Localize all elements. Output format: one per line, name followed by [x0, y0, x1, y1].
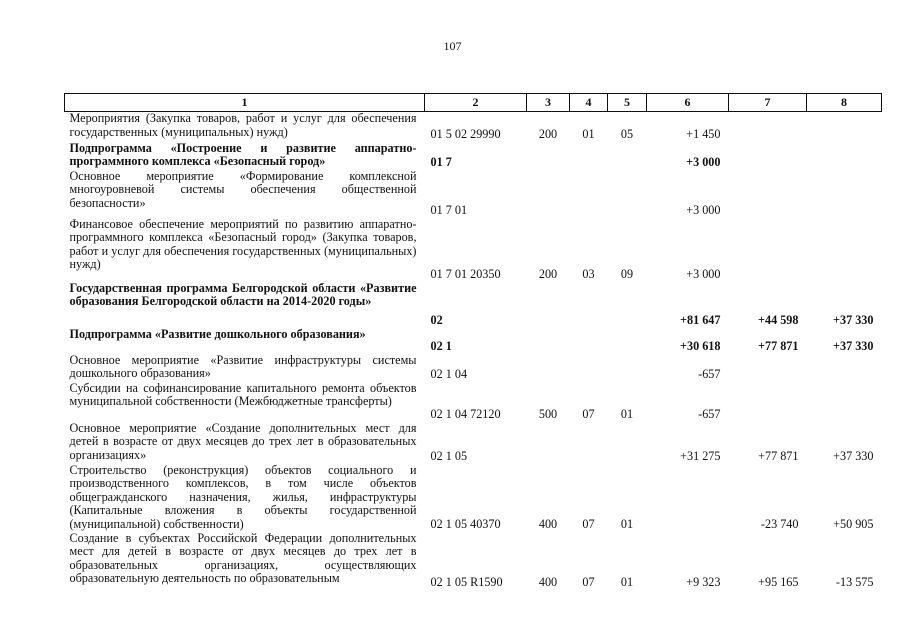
budget-table	[64, 93, 882, 590]
row-col3: 400	[538, 516, 558, 531]
row-col5: 01	[620, 574, 634, 589]
page-number: 107	[443, 39, 462, 53]
row-col7	[729, 112, 807, 142]
row-col5: 01	[620, 516, 634, 531]
row-col3: 200	[538, 126, 558, 141]
column-header: 7	[729, 94, 807, 112]
row-name: Субсидии на софинансирование капитального ремонта объектов муниципальной собственности (Межбюджетные трансферты)	[69, 380, 417, 409]
table-row	[65, 382, 882, 422]
row-col8	[807, 142, 882, 170]
row-col6: +9 323	[686, 574, 721, 589]
row-col7: +44 598	[758, 312, 799, 327]
row-col3	[527, 354, 570, 382]
table-body	[65, 112, 882, 590]
row-col7	[729, 142, 807, 170]
row-col5	[608, 422, 647, 464]
row-col3	[527, 328, 570, 354]
row-col5	[608, 282, 647, 328]
row-code: 02 1 05 R1590	[430, 574, 503, 589]
table-row	[65, 328, 882, 354]
row-col3	[527, 142, 570, 170]
row-code: 01 7	[430, 154, 452, 169]
row-col6: -657	[698, 406, 721, 421]
row-col8: +37 330	[833, 312, 874, 327]
row-col4	[570, 354, 608, 382]
row-col5	[608, 328, 647, 354]
row-code: 02 1 04	[430, 366, 468, 381]
row-code: 02 1	[430, 338, 452, 353]
row-col7	[729, 218, 807, 282]
row-code: 01 5 02 29990	[430, 126, 501, 141]
table-row	[65, 464, 882, 532]
row-col3: 200	[538, 266, 558, 281]
row-col4: 07	[582, 574, 595, 589]
row-col6: +30 618	[680, 338, 721, 353]
row-col4	[570, 170, 608, 218]
row-col6: +31 275	[680, 448, 721, 463]
row-col5: 05	[620, 126, 634, 141]
column-header: 5	[608, 94, 647, 112]
row-col3	[527, 170, 570, 218]
column-header: 8	[807, 94, 882, 112]
row-col5	[608, 170, 647, 218]
row-col8: +50 905	[833, 516, 874, 531]
row-col3	[527, 422, 570, 464]
row-col6: +3 000	[686, 266, 721, 281]
row-col4	[570, 282, 608, 328]
row-col4: 01	[582, 126, 595, 141]
row-col8	[807, 354, 882, 382]
row-name: Мероприятия (Закупка товаров, работ и услуг для обеспечения государственных (муниципальных) нужд)	[69, 111, 417, 139]
column-header: 3	[527, 94, 570, 112]
row-col6: +3 000	[686, 154, 721, 169]
row-col5	[608, 354, 647, 382]
row-code: 01 7 01	[430, 202, 468, 217]
row-col4: 07	[582, 406, 595, 421]
row-name: Основное мероприятие «Создание дополнительных мест для детей в возрасте от двух месяцев до трех лет в образовательных организациях»	[69, 420, 417, 462]
row-col8	[807, 170, 882, 218]
row-col8: +37 330	[833, 448, 874, 463]
row-col6: +1 450	[686, 126, 721, 141]
table-row	[65, 142, 882, 170]
row-col5: 01	[620, 406, 634, 421]
row-code: 01 7 01 20350	[430, 266, 501, 281]
table-row	[65, 282, 882, 328]
row-col8	[807, 382, 882, 422]
row-name: Финансовое обеспечение мероприятий по развитию аппаратно-программного комплекса «Безопасный город» (Закупка товаров, работ и услуг для обеспечения государственных (муниципальных) нужд)	[69, 216, 417, 272]
table-row	[65, 532, 882, 590]
row-col6: +3 000	[686, 202, 721, 217]
row-col4	[570, 422, 608, 464]
table-row	[65, 112, 882, 142]
column-header: 2	[425, 94, 527, 112]
row-code: 02	[430, 312, 443, 327]
row-col6: -657	[698, 366, 721, 381]
table-header-row	[65, 94, 882, 112]
row-name: Основное мероприятие «Формирование комплексной многоуровневой системы обеспечения общественной безопасности»	[69, 168, 417, 210]
row-col8: +37 330	[833, 338, 874, 353]
row-col3	[527, 282, 570, 328]
budget-table-container	[64, 93, 881, 590]
row-col3: 500	[538, 406, 558, 421]
row-col8	[807, 218, 882, 282]
column-header: 1	[65, 94, 425, 112]
row-col4	[570, 328, 608, 354]
row-name: Государственная программа Белгородской области «Развитие образования Белгородской области на 2014-2020 годы»	[69, 280, 417, 309]
row-col8	[807, 112, 882, 142]
row-col4: 03	[582, 266, 595, 281]
row-col7: +77 871	[758, 338, 799, 353]
table-row	[65, 422, 882, 464]
column-header: 6	[647, 94, 729, 112]
table-row	[65, 218, 882, 282]
row-name: Основное мероприятие «Развитие инфраструктуры системы дошкольного образования»	[69, 352, 417, 381]
row-col7: +95 165	[758, 574, 799, 589]
row-code: 02 1 04 72120	[430, 406, 501, 421]
row-col5	[608, 142, 647, 170]
table-row	[65, 354, 882, 382]
row-col7	[729, 382, 807, 422]
row-col4: 07	[582, 516, 595, 531]
row-name: Подпрограмма «Построение и развитие аппаратно-программного комплекса «Безопасный город»	[69, 140, 417, 169]
row-col6: +81 647	[680, 312, 721, 327]
row-col7	[729, 354, 807, 382]
row-col5: 09	[620, 266, 634, 281]
row-col8: -13 575	[835, 574, 874, 589]
row-code: 02 1 05 40370	[430, 516, 501, 531]
table-row	[65, 170, 882, 218]
row-name: Создание в субъектах Российской Федерации дополнительных мест для детей в возрасте от двух месяцев до трех лет в образовательных организациях, осуществляющих образовательную деятельность по образовательным	[69, 530, 417, 586]
row-name: Подпрограмма «Развитие дошкольного образования»	[69, 326, 366, 341]
row-col7: +77 871	[758, 448, 799, 463]
row-col6	[647, 464, 729, 532]
row-code: 02 1 05	[430, 448, 468, 463]
row-col3: 400	[538, 574, 558, 589]
row-col7: -23 740	[760, 516, 799, 531]
row-name: Строительство (реконструкция) объектов социального и производственного комплексов, в том числе объектов общегражданского назначения, жилья, инфраструктуры (Капитальные вложения в объекты государственной (муниципальной) собственности)	[69, 462, 417, 531]
row-col4	[570, 142, 608, 170]
column-header: 4	[570, 94, 608, 112]
row-col7	[729, 170, 807, 218]
